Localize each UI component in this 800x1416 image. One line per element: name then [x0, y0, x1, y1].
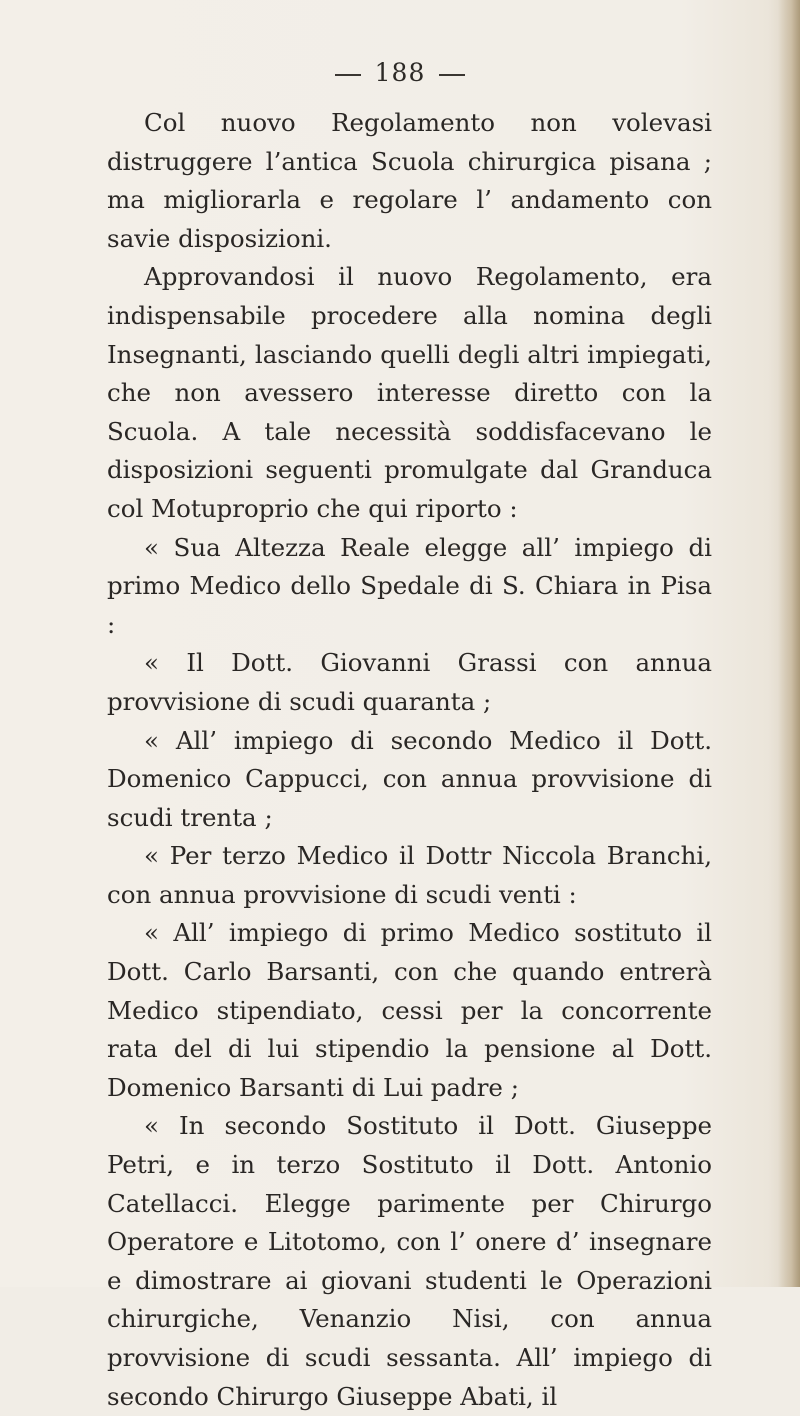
- body-text: [107, 104, 712, 1416]
- header-dash-right: [439, 74, 465, 76]
- page-number: 188: [374, 58, 426, 87]
- page-header: [0, 58, 800, 87]
- paragraph: « In secondo Sostituto il Dott. Giuseppe Petri, e in terzo Sostituto il Dott. Antonio Catellacci. Elegge parimente per Chirurgo Operatore e Litotomo, con l’ onere d’ insegnare e dimostrare ai giovani studenti le Operazioni chirurgiche, Venanzio Nisi, con annua provvisione di scudi sessanta. All’ impiego di secondo Chirurgo Giuseppe Abati, il: [107, 1111, 712, 1411]
- paragraph: « Il Dott. Giovanni Grassi con annua provvisione di scudi quaranta ;: [107, 648, 712, 716]
- page-edge-shadow: [778, 0, 800, 1287]
- paragraph: « All’ impiego di primo Medico sostituto il Dott. Carlo Barsanti, con che quando entrerà Medico stipendiato, cessi per la concorrente rata del di lui stipendio la pensione al Dott. Domenico Barsanti di Lui padre ;: [107, 918, 712, 1102]
- paragraph: « Sua Altezza Reale elegge all’ impiego di primo Medico dello Spedale di S. Chiara in Pisa :: [107, 532, 712, 639]
- header-dash-left: [335, 74, 361, 76]
- paragraph: « All’ impiego di secondo Medico il Dott. Domenico Cappucci, con annua provvisione di scudi trenta ;: [107, 725, 712, 832]
- paragraph: « Per terzo Medico il Dottr Niccola Branchi, con annua provvisione di scudi venti :: [107, 841, 712, 909]
- paragraph: Col nuovo Regolamento non volevasi distruggere l’antica Scuola chirurgica pisana ; ma migliorarla e regolare l’ andamento con savie disposizioni.: [107, 108, 712, 253]
- paragraph: Approvandosi il nuovo Regolamento, era indispensabile procedere alla nomina degli Insegnanti, lasciando quelli degli altri impiegati, che non avessero interesse diretto con la Scuola. A tale necessità soddisfacevano le disposizioni seguenti promulgate dal Granduca col Motuproprio che qui riporto :: [107, 262, 712, 523]
